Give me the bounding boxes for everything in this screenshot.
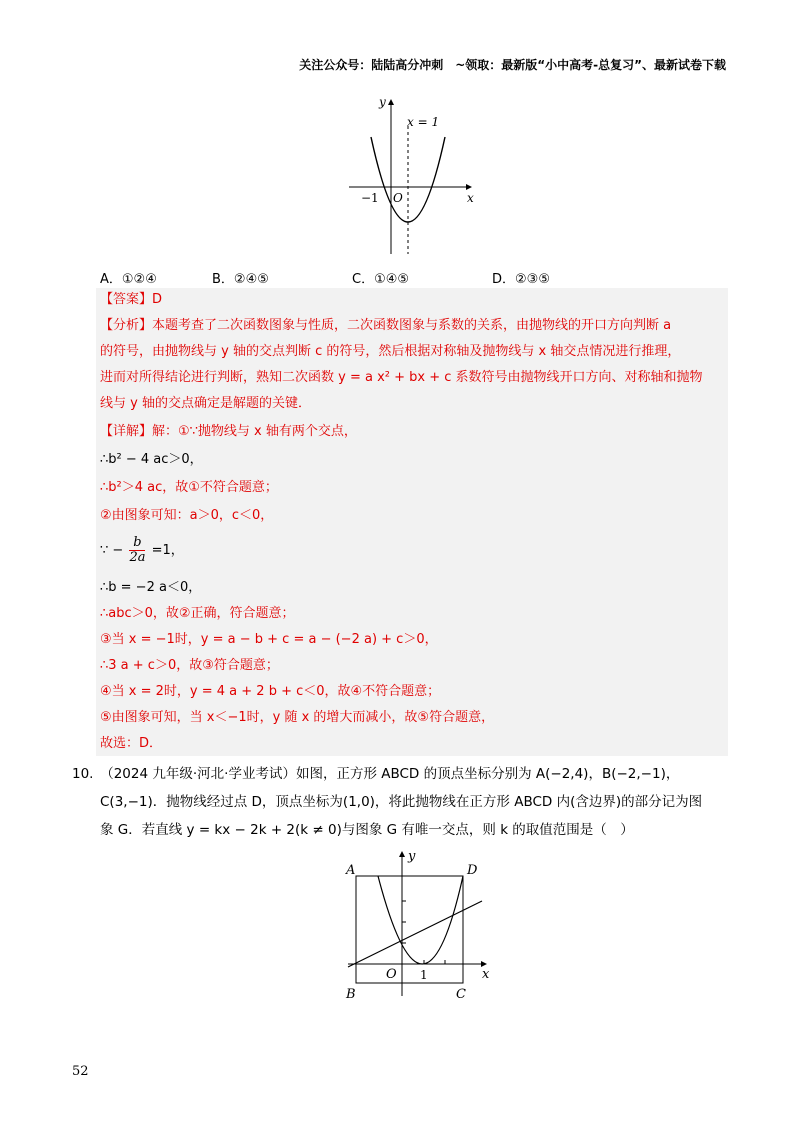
tick-label-one: 1 xyxy=(420,968,428,982)
parabola-curve xyxy=(371,137,445,222)
fraction-suffix: =1， xyxy=(151,543,184,558)
square-abcd xyxy=(356,876,463,983)
detail-line: 【详解】解：①∵抛物线与 x 轴有两个交点， xyxy=(100,424,357,439)
origin-label: O xyxy=(386,967,397,982)
straight-line xyxy=(348,901,482,967)
page-header: 关注公众号：陆陆高分冲刺 ~领取：最新版“小中高考-总复习”、最新试卷下载 xyxy=(299,58,726,72)
detail-line: 故选：D． xyxy=(100,736,163,751)
fraction xyxy=(129,536,145,565)
detail-line: ∴b = −2 a＜0， xyxy=(100,580,202,595)
figure-square-parabola xyxy=(340,846,500,1006)
option-b[interactable]: B．②④⑤ xyxy=(212,272,269,287)
label-b: B xyxy=(346,987,356,1002)
origin-label: O xyxy=(393,191,403,205)
fraction-denominator: 2a xyxy=(129,550,146,565)
x-axis-label: x xyxy=(482,967,490,982)
y-axis-label: y xyxy=(379,95,386,109)
detail-line: ∴3 a + c＞0，故③符合题意； xyxy=(100,658,279,673)
label-a: A xyxy=(346,863,356,878)
figure-parabola-1 xyxy=(345,92,485,262)
analysis-line: 的符号，由抛物线与 y 轴的交点判断 c 的符号，然后根据对称轴及抛物线与 x 轴交点情况进行推理， xyxy=(100,344,681,359)
detail-line: ∴b²＞4 ac，故①不符合题意； xyxy=(100,480,278,495)
option-c[interactable]: C．①④⑤ xyxy=(352,272,410,287)
detail-line: ∴abc＞0，故②正确，符合题意； xyxy=(100,606,295,621)
detail-line: ∴b² − 4 ac＞0， xyxy=(100,452,203,467)
question-10-line: 10. （2024 九年级·河北·学业考试）如图，正方形 ABCD 的顶点坐标分别为 A(−2,4)，B(−2,−1)， xyxy=(72,766,680,782)
analysis-line: 【分析】本题考查了二次函数图象与性质，二次函数图象与系数的关系，由抛物线的开口方向判断 a xyxy=(100,318,672,333)
fraction-numerator: b xyxy=(129,536,145,551)
detail-line: ⑤由图象可知，当 x＜−1时，y 随 x 的增大而减小，故⑤符合题意， xyxy=(100,710,495,725)
detail-line: ④当 x = 2时，y = 4 a + 2 b + c＜0，故④不符合题意； xyxy=(100,684,441,699)
detail-line-fraction xyxy=(100,536,184,565)
analysis-line: 进而对所得结论进行判断，熟知二次函数 y = a x² + bx + c 系数符号由抛物线开口方向、对称轴和抛物 xyxy=(100,370,703,385)
fraction-prefix: ∵ − xyxy=(100,543,124,558)
option-a[interactable]: A．①②④ xyxy=(100,272,157,287)
analysis-line: 线与 y 轴的交点确定是解题的关键． xyxy=(100,396,311,411)
parabola-curve xyxy=(378,876,463,964)
detail-line: ③当 x = −1时，y = a − b + c = a − (−2 a) + c＞0， xyxy=(100,632,438,647)
symmetry-label: x = 1 xyxy=(407,115,440,129)
label-d: D xyxy=(467,863,478,878)
y-axis-label: y xyxy=(408,849,416,864)
option-d[interactable]: D．②③⑤ xyxy=(492,272,550,287)
label-c: C xyxy=(456,987,466,1002)
page-number: 52 xyxy=(72,1064,89,1079)
answer-line: 【答案】D xyxy=(100,292,163,307)
detail-line: ②由图象可知：a＞0，c＜0， xyxy=(100,508,274,523)
neg-one-label: −1 xyxy=(361,191,379,205)
question-10-line: C(3,−1)．抛物线经过点 D，顶点坐标为(1,0)，将此抛物线在正方形 ABCD 内(含边界)的部分记为图 xyxy=(100,794,703,810)
question-10-line: 象 G．若直线 y = kx − 2k + 2(k ≠ 0)与图象 G 有唯一交点，则 k 的取值范围是（ ） xyxy=(100,822,634,838)
x-axis-label: x xyxy=(467,191,474,205)
